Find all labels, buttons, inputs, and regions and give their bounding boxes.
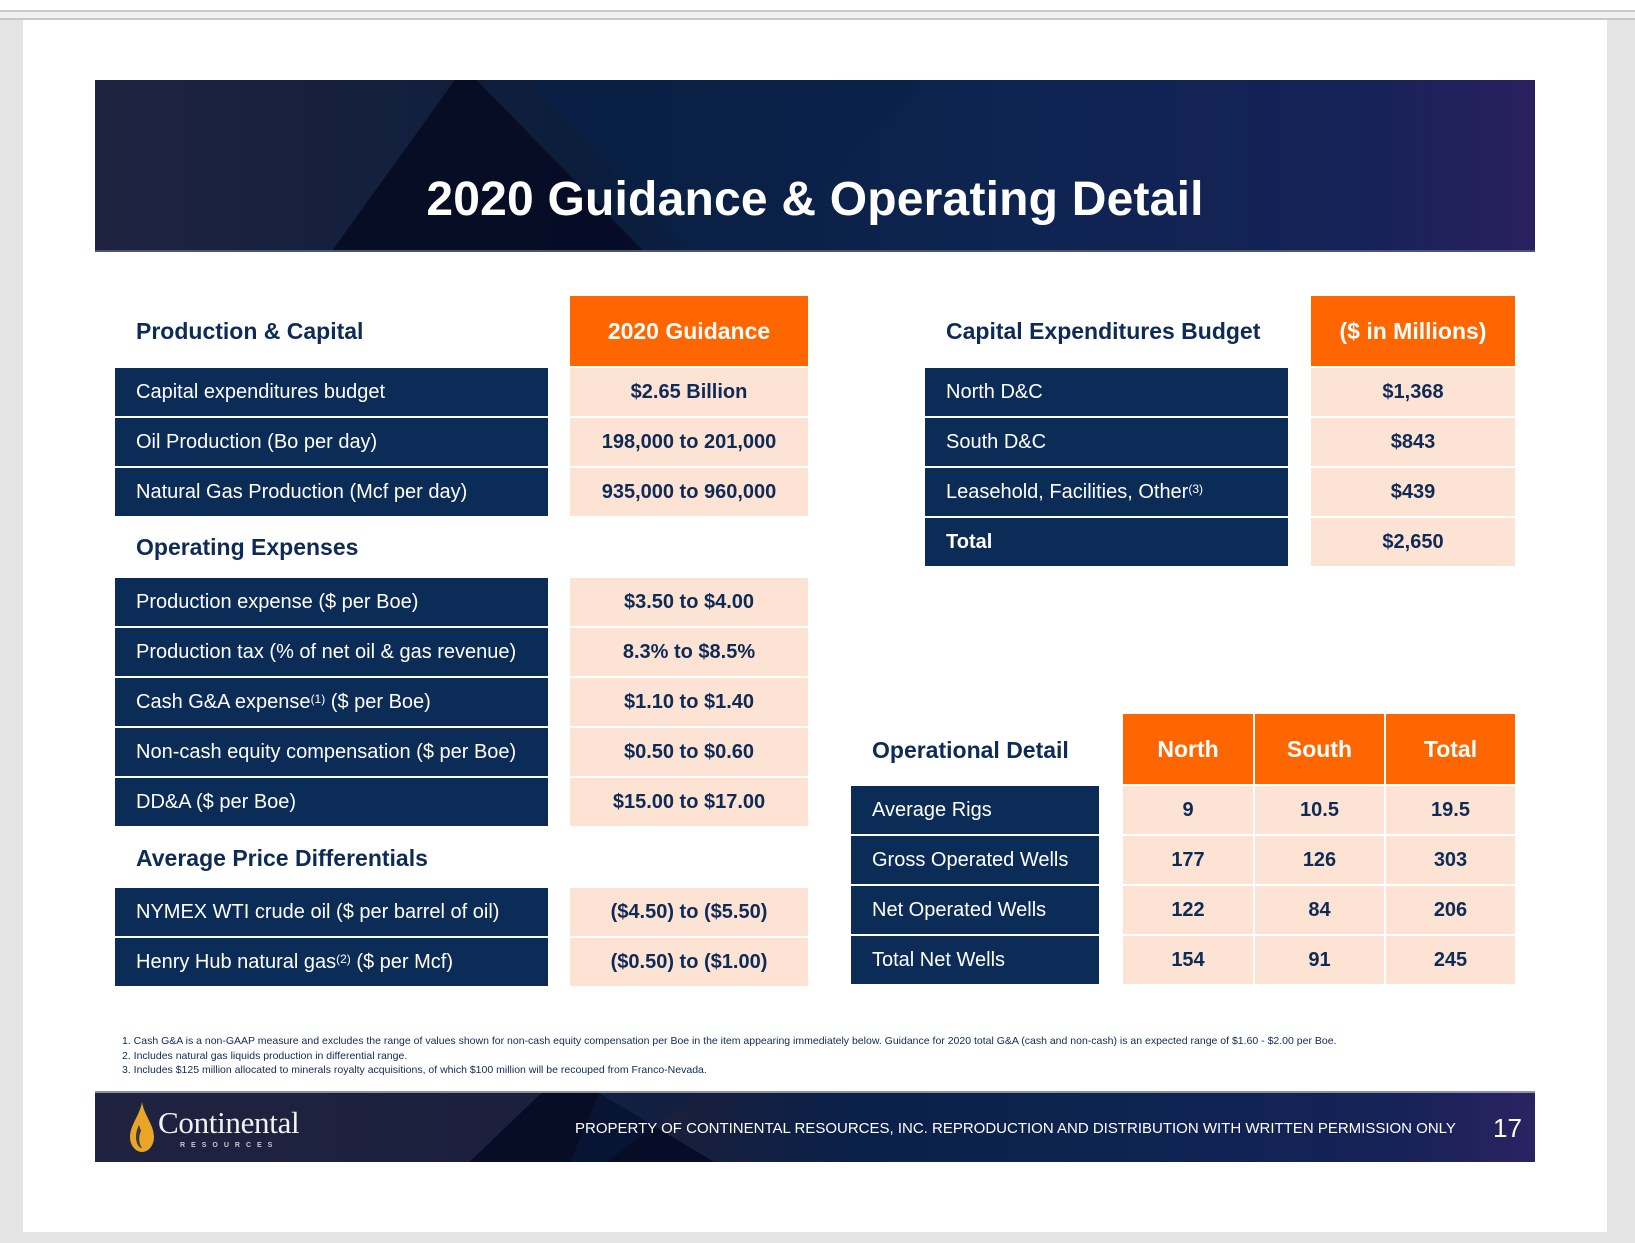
label-text: ($ per Boe)	[325, 690, 431, 713]
cell-value: 126	[1255, 836, 1384, 884]
row-value: $0.50 to $0.60	[570, 728, 808, 776]
row-value: $843	[1311, 418, 1515, 466]
section-title-price-differentials: Average Price Differentials	[136, 845, 428, 871]
row-label: Non-cash equity compensation ($ per Boe)	[115, 728, 548, 776]
label-text: Henry Hub natural gas	[136, 950, 337, 973]
row-label: Leasehold, Facilities, Other $^{(3)}$	[925, 468, 1288, 516]
row-label: Cash G&A expense $^{(1)}$ ($ per Boe)	[115, 678, 548, 726]
row-label: Oil Production (Bo per day)	[115, 418, 548, 466]
row-value: $439	[1311, 468, 1515, 516]
row-value: 198,000 to 201,000	[570, 418, 808, 466]
cell-value: 206	[1386, 886, 1515, 934]
footnote-3: 3. Includes $125 million allocated to minerals royalty acquisitions, of which $100 million will be recouped from Franco-Nevada.	[122, 1064, 707, 1076]
row-label: Capital expenditures budget	[115, 368, 548, 416]
page-number: 17	[1493, 1113, 1522, 1143]
row-value: ($4.50) to ($5.50)	[570, 888, 808, 936]
section-title-operational-detail: Operational Detail	[872, 737, 1069, 763]
row-value: ($0.50) to ($1.00)	[570, 938, 808, 986]
row-value: $15.00 to $17.00	[570, 778, 808, 826]
label-text: ($ per Mcf)	[350, 950, 454, 973]
column-header-millions: ($ in Millions)	[1311, 296, 1515, 366]
row-label: Average Rigs	[851, 786, 1099, 834]
section-title-capex-budget: Capital Expenditures Budget	[946, 318, 1261, 344]
row-value: 8.3% to $8.5%	[570, 628, 808, 676]
row-label: South D&C	[925, 418, 1288, 466]
footnote-2: 2. Includes natural gas liquids production in differential range.	[122, 1049, 408, 1062]
cell-value: 122	[1123, 886, 1253, 934]
column-header-north: North	[1123, 714, 1253, 784]
row-label: Production tax (% of net oil & gas revenue)	[115, 628, 548, 676]
column-header-south: South	[1255, 714, 1384, 784]
footnotes	[122, 1034, 1336, 1078]
logo-wordmark: Continental	[158, 1105, 300, 1140]
copyright-notice: PROPERTY OF CONTINENTAL RESOURCES, INC. REPRODUCTION AND DISTRIBUTION WITH WRITTEN PERMISSION ONLY	[575, 1120, 1456, 1137]
label-text: Cash G&A expense	[136, 690, 311, 713]
footnote-1: 1. Cash G&A is a non-GAAP measure and excludes the range of values shown for non-cash equity compensation per Boe in the item appearing immediately below. Guidance for 2020 total G&A (cash and non-cash) is an expected range of $1.60 - $2.00 per Boe.	[122, 1035, 1337, 1047]
row-label-total: Total	[925, 518, 1288, 566]
cell-value: 177	[1123, 836, 1253, 884]
cell-value: 245	[1386, 936, 1515, 984]
slide-title: 2020 Guidance & Operating Detail	[426, 173, 1204, 226]
column-header-total: Total	[1386, 714, 1515, 784]
row-label: Natural Gas Production (Mcf per day)	[115, 468, 548, 516]
logo-subtitle: RESOURCES	[180, 1142, 279, 1149]
window-top-edge	[0, 0, 1635, 10]
section-title-operating-expenses: Operating Expenses	[136, 534, 359, 560]
row-label: Henry Hub natural gas $^{(2)}$ ($ per Mcf)	[115, 938, 548, 986]
row-value: $2.65 Billion	[570, 368, 808, 416]
row-value: $1,368	[1311, 368, 1515, 416]
oil-drop-icon	[128, 1101, 156, 1153]
cell-value: 9	[1123, 786, 1253, 834]
row-value: $3.50 to $4.00	[570, 578, 808, 626]
row-label: Production expense ($ per Boe)	[115, 578, 548, 626]
cell-value: 84	[1255, 886, 1384, 934]
footer-banner	[95, 1091, 1535, 1162]
row-label: DD&A ($ per Boe)	[115, 778, 548, 826]
title-banner	[95, 80, 1535, 252]
label-text: Leasehold, Facilities, Other	[946, 480, 1189, 503]
row-label: Gross Operated Wells	[851, 836, 1099, 884]
row-label: NYMEX WTI crude oil ($ per barrel of oil)	[115, 888, 548, 936]
row-label: Total Net Wells	[851, 936, 1099, 984]
row-value: 935,000 to 960,000	[570, 468, 808, 516]
column-header-2020-guidance: 2020 Guidance	[570, 296, 808, 366]
section-title-production-capital: Production & Capital	[136, 318, 364, 344]
cell-value: 10.5	[1255, 786, 1384, 834]
row-value: $1.10 to $1.40	[570, 678, 808, 726]
cell-value: 154	[1123, 936, 1253, 984]
row-value-total: $2,650	[1311, 518, 1515, 566]
row-label: North D&C	[925, 368, 1288, 416]
cell-value: 19.5	[1386, 786, 1515, 834]
cell-value: 303	[1386, 836, 1515, 884]
company-logo	[128, 1101, 298, 1157]
cell-value: 91	[1255, 936, 1384, 984]
row-label: Net Operated Wells	[851, 886, 1099, 934]
